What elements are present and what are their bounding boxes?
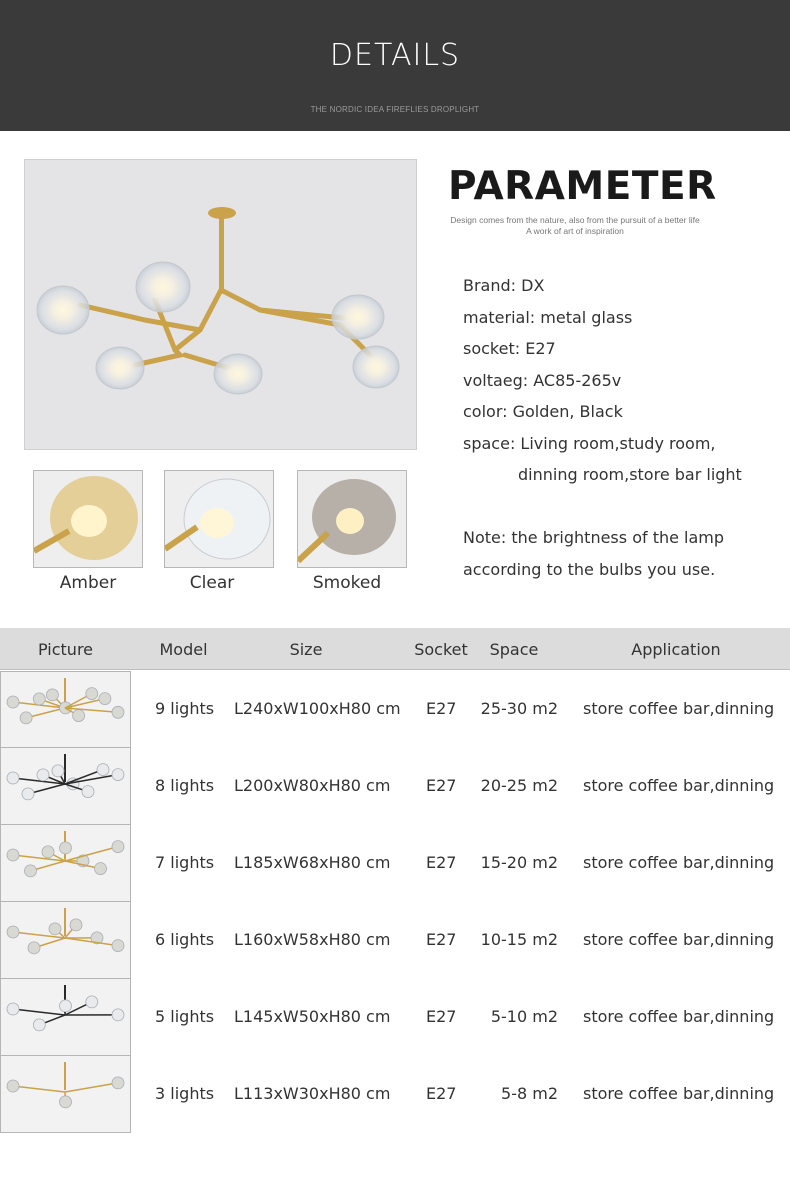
size-cell: L185xW68xH80 cm [234,853,391,872]
col-size: Size [289,640,323,659]
model-cell: 7 lights [155,853,215,872]
col-application: Application [631,640,721,659]
size-cell: L145xW50xH80 cm [234,1007,391,1026]
chandelier-thumbnail-image [1,672,130,748]
spec-voltage: voltaeg: AC85-265v [463,371,622,390]
model-cell: 5 lights [155,1007,215,1026]
col-model: Model [159,640,208,659]
space-cell: 10-15 m2 [480,930,558,949]
socket-cell: E27 [426,1007,457,1026]
amber-globe-image [34,471,142,567]
size-cell: L113xW30xH80 cm [234,1084,391,1103]
socket-cell: E27 [426,930,457,949]
socket-cell: E27 [426,699,457,718]
table-row [0,979,790,1056]
table-header [0,628,790,670]
model-thumbnail [0,1056,131,1133]
variant-amber-thumbnail[interactable] [33,470,143,568]
variant-smoked-thumbnail[interactable] [297,470,407,568]
variant-amber-label: Amber [59,573,117,593]
chandelier-thumbnail-image [1,979,130,1055]
application-cell: store coffee bar,dinning [583,699,775,718]
size-cell: L200xW80xH80 cm [234,776,391,795]
model-cell: 8 lights [155,776,215,795]
model-thumbnail [0,902,131,979]
header-subtitle: THE NORDIC IDEA FIREFLIES DROPLIGHT [310,105,480,114]
spec-color: color: Golden, Black [463,402,623,421]
model-thumbnail [0,748,131,825]
application-cell: store coffee bar,dinning [583,1084,775,1103]
chandelier-thumbnail-image [1,825,130,901]
parameter-tagline-2: A work of art of inspiration [526,226,624,236]
header-title: DETAILS [329,38,461,73]
spec-space-continued: dinning room,store bar light [518,465,742,484]
variant-clear-thumbnail[interactable] [164,470,274,568]
socket-cell: E27 [426,853,457,872]
note-line-2: according to the bulbs you use. [463,560,716,579]
space-cell: 20-25 m2 [480,776,558,795]
model-thumbnail [0,825,131,902]
size-cell: L160xW58xH80 cm [234,930,391,949]
space-cell: 5-8 m2 [501,1084,558,1103]
chandelier-thumbnail-image [1,1056,130,1132]
clear-globe-image [165,471,273,567]
main-product-photo [24,159,417,450]
table-row [0,1056,790,1133]
socket-cell: E27 [426,776,457,795]
model-cell: 9 lights [155,699,215,718]
application-cell: store coffee bar,dinning [583,853,775,872]
table-row [0,825,790,902]
table-row [0,671,790,748]
variant-smoked-label: Smoked [312,573,382,593]
smoked-globe-image [298,471,406,567]
variant-clear-label: Clear [189,573,235,593]
model-thumbnail [0,979,131,1056]
model-cell: 6 lights [155,930,215,949]
col-picture: Picture [37,640,94,659]
socket-cell: E27 [426,1084,457,1103]
table-row [0,902,790,979]
size-cell: L240xW100xH80 cm [234,699,401,718]
model-thumbnail [0,671,131,748]
spec-material: material: metal glass [463,308,633,327]
details-header [0,0,790,131]
application-cell: store coffee bar,dinning [583,930,775,949]
parameter-title: PARAMETER [448,164,717,209]
spec-socket: socket: E27 [463,339,556,358]
space-cell: 15-20 m2 [480,853,558,872]
application-cell: store coffee bar,dinning [583,776,775,795]
col-space: Space [489,640,539,659]
spec-space: space: Living room,study room, [463,434,716,453]
chandelier-thumbnail-image [1,902,130,978]
table-row [0,748,790,825]
space-cell: 5-10 m2 [490,1007,558,1026]
col-socket: Socket [414,640,468,659]
chandelier-illustration [25,160,416,449]
chandelier-thumbnail-image [1,748,130,824]
parameter-tagline-1: Design comes from the nature, also from the pursuit of a better life [450,215,700,225]
application-cell: store coffee bar,dinning [583,1007,775,1026]
space-cell: 25-30 m2 [480,699,558,718]
model-cell: 3 lights [155,1084,215,1103]
note-line-1: Note: the brightness of the lamp [463,528,725,547]
spec-brand: Brand: DX [463,276,545,295]
